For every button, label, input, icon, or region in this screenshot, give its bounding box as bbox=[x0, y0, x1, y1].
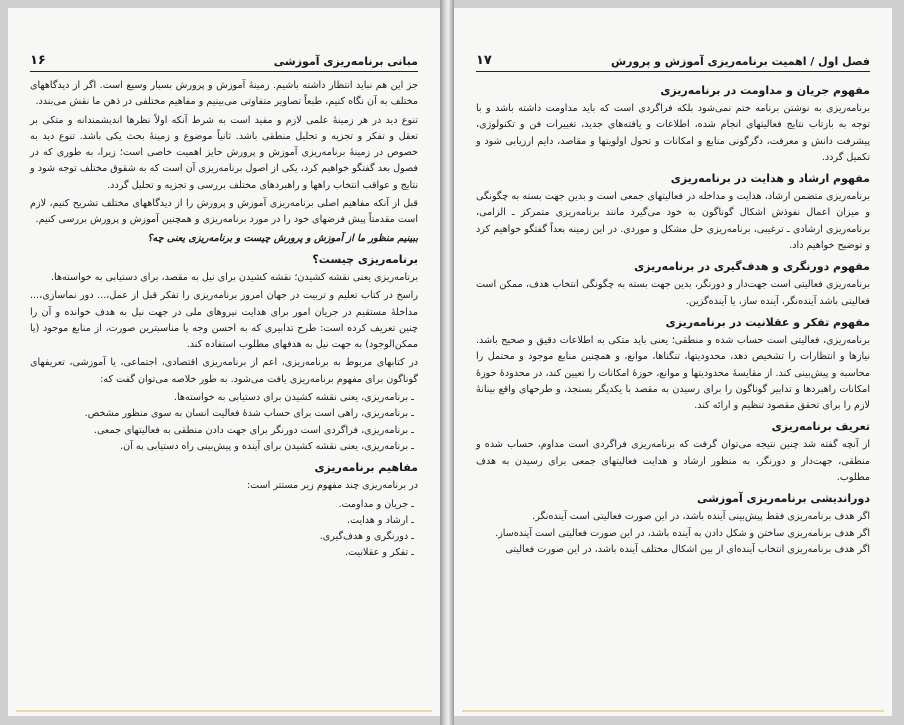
left-intro-paragraph-1: جز این هم نباید انتظار داشته باشیم. زمینهٔ آموزش و پرورش بسیار وسیع است. اگر از دیدگاههای مختلف به آن نگاه کنیم، طبعاً تصاویر متفاوتی می‌بینیم و مفاهیم مختلفی در ذهن ما نقش می‌بندد. bbox=[30, 80, 418, 108]
planning-definition-paragraph-1: برنامه‌ریزی یعنی نقشه کشیدن؛ نقشه کشیدن برای نیل به مقصد، برای دستیابی به خواسته‌ها. bbox=[50, 271, 418, 283]
definition-item: ـ برنامه‌ریزی، یعنی نقشه کشیدن برای آینده و پیش‌بینی راه دستیابی به آن. bbox=[120, 440, 414, 452]
left-running-head bbox=[30, 42, 418, 72]
section-heading-rationality: مفهوم تفکر و عقلانیت در برنامه‌ریزی bbox=[665, 315, 870, 329]
left-running-title: مبانی برنامه‌ریزی آموزشی bbox=[273, 55, 418, 68]
section-text-foresight: برنامه‌ریزی فعالیتی است جهت‌دار و دورنگر، بدین جهت بسته به چگونگی انتخاب هدف، ممکن است فعالیتی باشد آینده‌نگر، آینده ساز، یا آینده‌گزین. bbox=[476, 279, 870, 307]
section-heading-educational-foresight: دوراندیشی برنامه‌ریزی آموزشی bbox=[696, 492, 870, 506]
definition-item: ـ برنامه‌ریزی، راهی است برای حساب شدهٔ فعالیت انسان به سوی منظور مشخص. bbox=[84, 408, 414, 420]
definition-item: ـ برنامه‌ریزی، یعنی نقشه کشیدن برای دستیابی به خواسته‌ها. bbox=[173, 392, 414, 404]
left-page bbox=[8, 8, 440, 716]
concept-item: ـ تفکر و عقلانیت. bbox=[344, 547, 414, 559]
section-text-definition: از آنچه گفته شد چنین نتیجه می‌توان گرفت که برنامه‌ریزی فراگردی است مداوم، حساب شده و منطقی، جهت‌دار و دورنگر، به منظور ارشاد و هدایت فعالیتهای جمعی برای رسیدن به هدف مطلوب. bbox=[476, 439, 870, 484]
definition-item: ـ برنامه‌ریزی، فراگردی است دورنگر برای جهت دادن منطقی به فعالیتهای جمعی. bbox=[93, 424, 414, 436]
section-heading-definition: تعریف برنامه‌ریزی bbox=[771, 420, 870, 434]
section-text-guidance: برنامه‌ریزی متضمن ارشاد، هدایت و مداخله در فعالیتهای جمعی است و بدین جهت بسته به چگونگی و میزان اعمال نفوذش اشکال گوناگون به خود می‌گیرد مانند برنامه‌ریزی متمرکز ـ الزامی، برنامه‌ریزی ارشادی ـ ترغیبی، برنامه‌ریزی حل مشکل و موردی. در این زمینه بعداً گفتگو خواهیم کرد و توضیح خواهیم داد. bbox=[476, 191, 870, 252]
left-intro-paragraph-3: قبل از آنکه مفاهیم اصلی برنامه‌ریزی آموزش و پرورش را از دیدگاههای مختلف تشریح کنیم، لازم است مقدمتاً پیش فرضهای خود را در مورد برنامه‌ریزی و همچنین آموزش و پرورش بررسی کنیم. bbox=[30, 198, 418, 226]
left-footer-rule bbox=[16, 710, 432, 712]
section-heading-foresight: مفهوم دورنگری و هدف‌گیری در برنامه‌ریزی bbox=[634, 260, 870, 274]
right-footer-rule bbox=[462, 710, 884, 712]
planning-definition-paragraph-2: راسخ در کتاب تعلیم و تربیت در جهان امروز برنامه‌ریزی را تفکر قبل از عمل،... دور نماسازی،... مداخلهٔ مستقیم در جریان امور برای هدایت نیروهای ملی در جهت نیل به هدف خوانده و آن را چنین تعریف کرده است: طرح تدابیری که به احسن وجه یا مناسبترین صورت، از منابع موجود (یا ممکن‌الوجود) به جهت نیل به هدفهای مطلوب استفاده کند. bbox=[30, 290, 418, 351]
right-running-title: فصل اول / اهمیت برنامه‌ریزی آموزش و پرورش bbox=[611, 55, 870, 68]
left-intro-paragraph-2: تنوع دید در هر زمینهٔ علمی لازم و مفید است به شرط آنکه اولاً نظرها اندیشمندانه و متکی بر تعقل و تفکر و تجزیه و تحلیل منطقی باشد. ثانیاً موضوع و زمینهٔ بحث یکی باشد. تنوع دید به خصوص در زمینهٔ برنامه‌ریزی آموزش و پرورش حایز اهمیت خاصی است؛ زیرا، به طوری که در فصول بعد گفتگو خواهیم کرد، یکی از اصول برنامه‌ریزی آن است که به شقوق مختلف توجه شود و نتایج و عواقب انتخاب راهها و راهبردهای مختلف بررسی و تجزیه و تحلیل گردد. bbox=[30, 114, 418, 191]
left-page-number: ۱۶ bbox=[30, 53, 46, 68]
left-intro-question: ببینیم منظور ما از آموزش و پرورش چیست و برنامه‌ریزی یعنی چه؟ bbox=[147, 232, 418, 244]
section-text-rationality: برنامه‌ریزی، فعالیتی است حساب شده و منطقی؛ یعنی باید متکی به اطلاعات دقیق و صحیح باشد. نیازها و انتظارات را تشخیص دهد، محدودیتها، تنگناها، موانع، و همچنین منابع موجود و محتمل را محاسبه و پیش‌بینی کند. از مقایسهٔ محدودیتها و موانع، حوزهٔ امکانات را تعیین کند، در محدودهٔ حوزهٔ امکانات راهبردها و تدابیر گوناگون را برای رسیدن به مقصد با یکدیگر بسنجد، و طرحهای واقع بینانهٔ لازم را برای تحقق مقصود تنظیم و ارائه کند. bbox=[476, 334, 870, 412]
concept-item: ـ ارشاد و هدایت. bbox=[346, 514, 414, 526]
concept-item: ـ دورنگری و هدف‌گیری. bbox=[319, 531, 414, 543]
book-spine bbox=[440, 0, 454, 725]
right-running-head bbox=[476, 42, 870, 72]
right-page bbox=[454, 8, 892, 716]
planning-concepts-intro: در برنامه‌ریزی چند مفهوم زیر مستتر است: bbox=[246, 480, 418, 492]
section-heading-guidance: مفهوم ارشاد و هدایت در برنامه‌ریزی bbox=[670, 172, 870, 186]
right-page-number: ۱۷ bbox=[476, 53, 492, 68]
left-page-content bbox=[30, 78, 418, 708]
section-heading-planning-concepts: مفاهیم برنامه‌ریزی bbox=[314, 461, 418, 475]
section-text-continuity: برنامه‌ریزی به نوشتن برنامه ختم نمی‌شود بلکه فراگردی است که باید مداومت داشته باشد و با توجه به بازتاب نتایج فعالیتهای انجام شده، اطلاعات و یافته‌های جدید، تغییرات فن و تکنولوژی، پیشرفت دانش و معرفت، دگرگونی منابع و امکانات و تحول اولویتها و مقاصد، دایم ارزیابی شود و تکمیل گردد. bbox=[476, 103, 870, 163]
right-page-content bbox=[476, 78, 870, 708]
section-text-educational-foresight: اگر هدف برنامه‌ریزی فقط پیش‌بینی آینده باشد، در این صورت فعالیتی است آینده‌نگر. اگر هدف برنامه‌ریزی ساختن و شکل دادن به آینده باشد، در این صورت فعالیتی است آینده‌ساز. اگر هدف برنامه‌ریزی انتخاب آینده‌ای از بین اشکال مختلف آینده باشد، در این صورت فعالیتی bbox=[495, 511, 870, 555]
concept-item: ـ جریان و مداومت. bbox=[338, 498, 414, 510]
planning-definition-paragraph-3: در کتابهای مربوط به برنامه‌ریزی، اعم از برنامه‌ریزی اقتصادی، اجتماعی، یا آموزشی، تعریفهای گوناگون برای مفهوم برنامه‌ریزی یافت می‌شود. به طور خلاصه می‌توان گفت که: bbox=[30, 357, 418, 385]
section-heading-what-is-planning: برنامه‌ریزی چیست؟ bbox=[312, 252, 418, 266]
section-heading-continuity: مفهوم جریان و مداومت در برنامه‌ریزی bbox=[660, 84, 870, 97]
